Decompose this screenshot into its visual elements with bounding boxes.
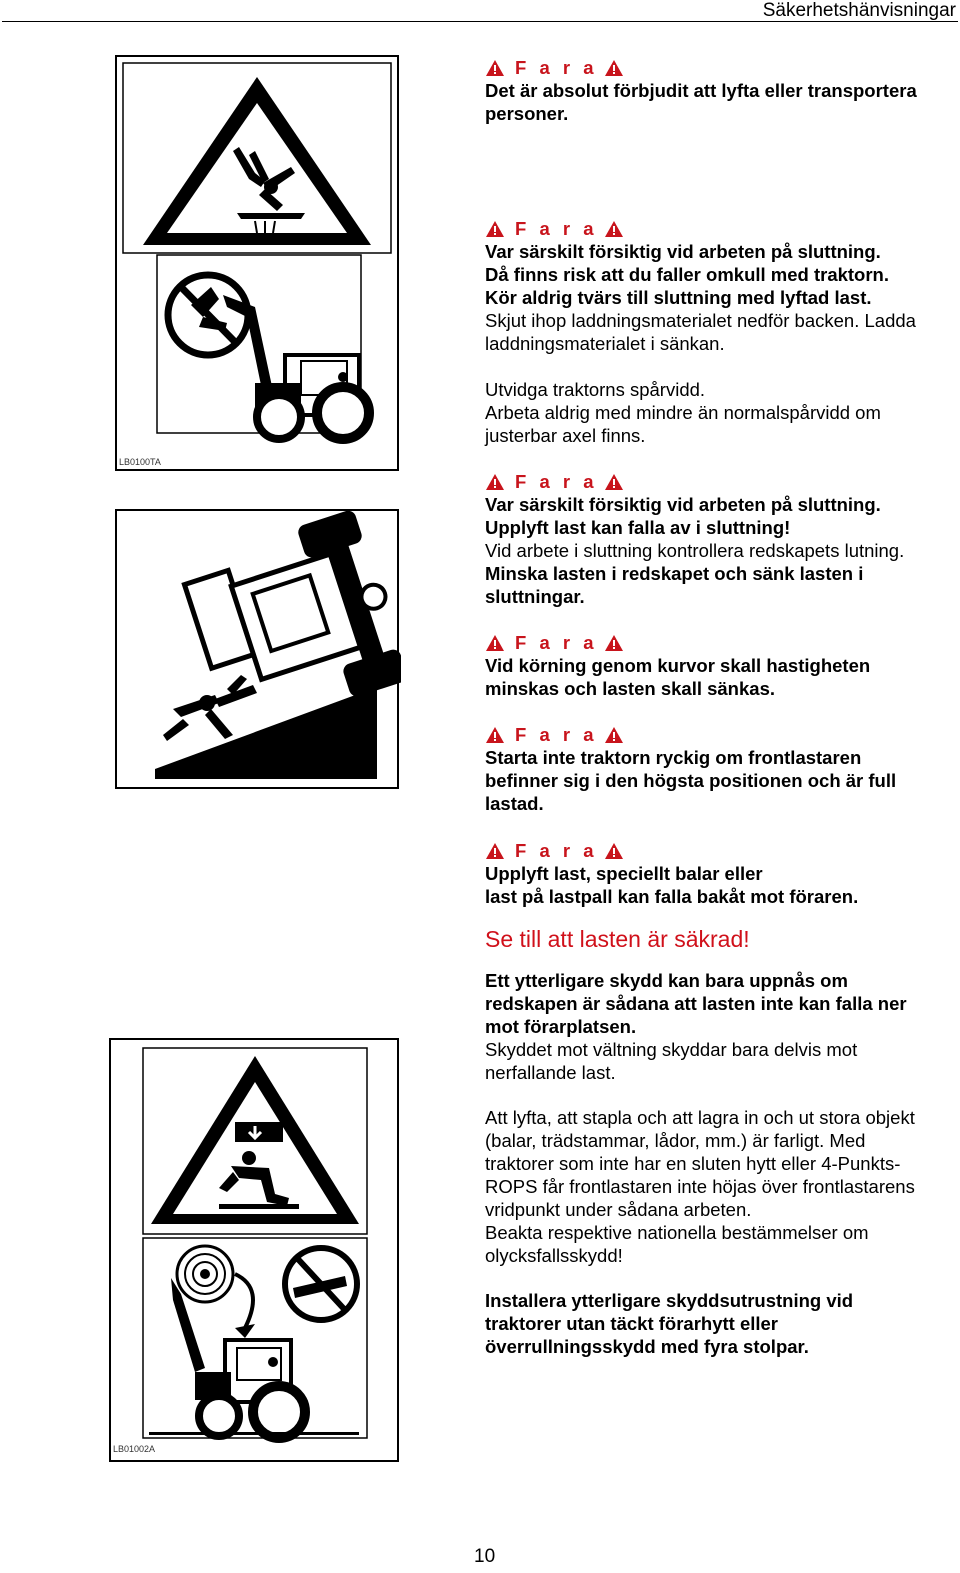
section-3-line: Var särskilt försiktig vid arbeten på sluttning. — [485, 494, 881, 515]
section-1-line: Det är absolut förbjudit att lyfta eller transportera — [485, 80, 917, 101]
warning-section-3 — [485, 470, 955, 608]
section-6-line: nerfallande last. — [485, 1062, 616, 1083]
section-6-line: olycksfallsskydd! — [485, 1245, 623, 1266]
section-2-line: Utvidga traktorns spårvidd. — [485, 379, 706, 400]
warning-triangle-icon — [604, 473, 624, 491]
fara-label: F a r a — [515, 218, 598, 239]
section-6-line: traktorer som inte har en sluten hytt eller 4-Punkts- — [485, 1153, 901, 1174]
section-5-line: Starta inte traktorn ryckig om frontlastaren — [485, 747, 862, 768]
section-3-line: sluttningar. — [485, 586, 585, 607]
warning-triangle-icon — [604, 220, 624, 238]
section-6-line: vridpunkt under sådana arbeten. — [485, 1199, 752, 1220]
section-6-line: Att lyfta, att stapla och att lagra in och ut stora objekt — [485, 1107, 915, 1128]
warning-section-2 — [485, 217, 955, 447]
warning-triangle-icon — [485, 634, 505, 652]
warning-triangle-icon — [485, 59, 505, 77]
section-4-line: Vid körning genom kurvor skall hastigheten — [485, 655, 871, 676]
section-6-line: Installera ytterligare skyddsutrustning vid — [485, 1290, 854, 1311]
warning-section-6 — [485, 839, 955, 1358]
section-2-line: Då finns risk att du faller omkull med traktorn. — [485, 264, 890, 285]
warning-triangle-icon — [485, 473, 505, 491]
section-2-line: Arbeta aldrig med mindre än normalspårvidd om — [485, 402, 881, 423]
fara-label: F a r a — [515, 57, 598, 78]
slope-image — [115, 509, 401, 791]
section-6-line: traktorer utan täckt förarhytt eller — [485, 1313, 779, 1334]
fara-label: F a r a — [515, 840, 598, 861]
running-header: Säkerhetshänvisningar — [762, 0, 956, 21]
section-6-line: ROPS får frontlastaren inte höjas över frontlastarens — [485, 1176, 915, 1197]
decal-2-image — [109, 1038, 401, 1464]
section-6-line: (balar, trädstammar, lådor, mm.) är farligt. Med — [485, 1130, 866, 1151]
warning-section-5 — [485, 723, 955, 815]
section-2-line: Var särskilt försiktig vid arbeten på sluttning. — [485, 241, 881, 262]
fara-heading — [485, 217, 955, 240]
section-6-line: mot förarplatsen. — [485, 1016, 637, 1037]
figure-code-2: LB01002A — [113, 1444, 156, 1454]
fara-heading — [485, 723, 955, 746]
section-2-line: Kör aldrig tvärs till sluttning med lyftad last. — [485, 287, 872, 308]
section-6-line: last på lastpall kan falla bakåt mot föraren. — [485, 886, 859, 907]
section-6-line: redskapen är sådana att lasten inte kan falla ner — [485, 993, 907, 1014]
warning-decal-falling-load — [109, 1038, 401, 1464]
fara-label: F a r a — [515, 724, 598, 745]
fara-heading — [485, 56, 955, 79]
warning-triangle-icon — [485, 220, 505, 238]
warning-section-4 — [485, 631, 955, 700]
warning-triangle-icon — [604, 634, 624, 652]
fara-heading — [485, 470, 955, 493]
fara-heading — [485, 631, 955, 654]
fara-label: F a r a — [515, 471, 598, 492]
warning-decal-no-lifting-persons — [115, 55, 401, 473]
section-4-line: minskas och lasten skall sänkas. — [485, 678, 775, 699]
decal-1-image — [115, 55, 401, 473]
section-2-line: Skjut ihop laddningsmaterialet nedför backen. Ladda — [485, 310, 916, 331]
page-number: 10 — [474, 1546, 496, 1567]
warning-triangle-icon — [604, 842, 624, 860]
section-3-line: Vid arbete i sluttning kontrollera redskapets lutning. — [485, 540, 905, 561]
section-2-line: justerbar axel finns. — [485, 425, 646, 446]
illustration-tractor-tipping-slope — [115, 509, 401, 791]
section-1-line: personer. — [485, 103, 569, 124]
section-3-line: Minska lasten i redskapet och sänk lasten i — [485, 563, 864, 584]
warning-triangle-icon — [485, 842, 505, 860]
warning-triangle-icon — [485, 726, 505, 744]
secure-load-heading: Se till att lasten är säkrad! — [485, 926, 750, 952]
fara-label: F a r a — [515, 632, 598, 653]
section-6-line: överrullningsskydd med fyra stolpar. — [485, 1336, 809, 1357]
section-5-line: lastad. — [485, 793, 544, 814]
fara-heading — [485, 839, 955, 862]
section-6-line: Ett ytterligare skydd kan bara uppnås om — [485, 970, 848, 991]
warning-section-1 — [485, 56, 955, 125]
header-rule — [2, 21, 958, 22]
section-3-line: Upplyft last kan falla av i sluttning! — [485, 517, 791, 538]
section-2-line: laddningsmaterialet i sänkan. — [485, 333, 725, 354]
section-6-line: Beakta respektive nationella bestämmelser om — [485, 1222, 869, 1243]
figure-code-1: LB0100TA — [119, 457, 161, 467]
warning-triangle-icon — [604, 726, 624, 744]
section-6-line: Upplyft last, speciellt balar eller — [485, 863, 763, 884]
section-6-line: Skyddet mot vältning skyddar bara delvis mot — [485, 1039, 858, 1060]
section-5-line: befinner sig i den högsta positionen och är full — [485, 770, 897, 791]
warning-triangle-icon — [604, 59, 624, 77]
